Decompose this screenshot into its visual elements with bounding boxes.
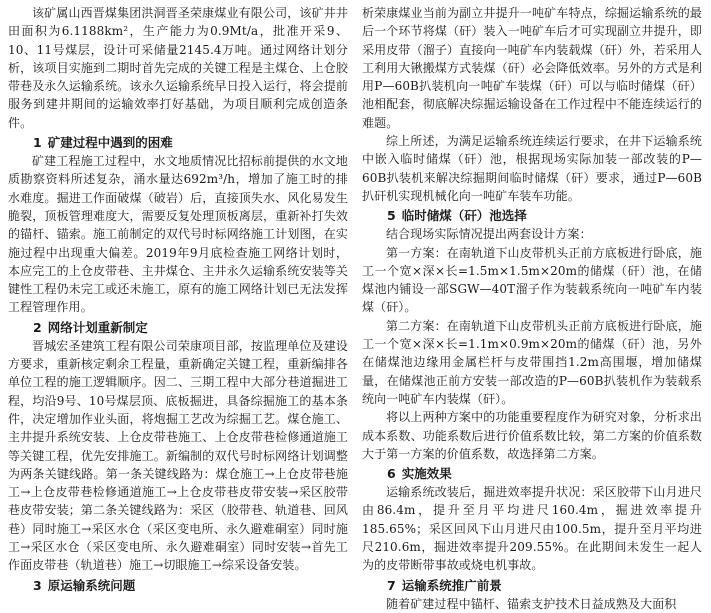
paragraph-plan-two: 第二方案：在南轨道下山皮带机头正前方底板进行卧底，施工一个宽×深×长=1.1m×0.9m×20m的储煤（矸）池，另外在储煤池边缘用金属栏杆与皮带围挡1.2m高围堰，增加储煤量，在储煤池正前方安装一部改造的P—60B扒装机作为装载系统向一吨矿车内装煤（矸）。 [362, 318, 702, 406]
section-title: 矿建过程中遇到的困难 [47, 135, 173, 151]
section-number: 1 [33, 135, 42, 151]
section-title: 运输系统推广前景 [401, 577, 502, 593]
paragraph-continued: 析荣康煤业当前为副立井提升一吨矿车特点，综掘运输系统的最后一个环节将煤（矸）装入一吨矿车后才可实现副立井提升，即采用皮带（溜子）直接向一吨矿车内装载煤（矸）外，若采用人工利用大锹搬煤方式装煤（矸）必会降低效率。另外的方式是利用P—60B扒装机向一吨矿车装煤（矸）可以与临时储煤（矸）池相配套，彻底解决综掘运输设备在工作过程中不能连续运行的难题。 [362, 6, 702, 130]
section-number: 3 [33, 577, 42, 593]
section-heading-7 [362, 576, 702, 595]
section-number: 7 [387, 577, 396, 593]
paragraph-difficulties: 矿建工程施工过程中，水文地质情况比招标前提供的水文地质勘察资料所述复杂，涌水量达692m³/h，增加了施工时的排水难度。掘进工作面破煤（破岩）后，直接顶失水、风化易发生脆裂，顶板管理难度大，需要反复处理顶板离层，重新补打失效的锚杆、锚索。施工前制定的双代号时标网络施工计划图，在实施过程中出现重大偏差。2019年9月底检查施工网络计划时，本应完工的上仓皮带巷、主井煤仓、主井永久运输系统安装等关键性工程仍未完工或还未施工，原有的施工网络计划已无法发挥工程管理作用。 [8, 154, 348, 315]
section-title: 临时储煤（矸）池选择 [401, 208, 527, 224]
paragraph-plan-one: 第一方案：在南轨道下山皮带机头正前方底板进行卧底，施工一个宽×深×长=1.5m×1.5m×20m的储煤（矸）池，在储煤池内铺设一部SGW—40T溜子作为装载系统向一吨矿车内装煤（矸）。 [362, 245, 702, 315]
section-heading-1 [8, 133, 348, 152]
section-title: 实施效果 [401, 466, 452, 482]
paragraph-summary: 综上所述，为满足运输系统连续运行要求，在井下运输系统中嵌入临时储煤（矸）池，根据现场实际加装一部改装的P—60B扒装机来解决综掘期间临时储煤（矸）要求，通过P—60B扒矸机实现机械化向一吨矿车装车功能。 [362, 134, 702, 203]
section-heading-5 [362, 206, 702, 225]
section-number: 2 [33, 319, 42, 335]
paragraph-results: 运输系统改装后，掘进效率提升状况：采区胶带下山月进尺由86.4m，提升至月平均进尺160.4m，掘进效率提升185.65%；采区回风下山月进尺由100.5m，提升至月平均进尺210.6m，掘进效率提升209.55%。在此期间未发生一起人为的皮带断带事故或烧电机事故。 [362, 485, 702, 573]
paragraph-network-plan: 晋城宏圣建筑工程有限公司荣康项目部，按监理单位及建设方要求，重新核定剩余工程量，重新确定关键工程，重新编排各单位工程的施工逻辑顺序。因二、三期工程中大部分巷道掘进工程，均沿9号、10号煤层顶、底板掘进，具备综掘施工的基本条件，决定增加作业头面，将炮掘工艺改为综掘工艺。煤仓施工、主井提升系统安装、上仓皮带巷施工、上仓皮带巷检修通道施工等关键工程，优先安排施工。新编制的双代号时标网络计划调整为两条关键线路。第一条关键线路为：煤仓施工→上仓皮带巷施工→上仓皮带巷检修通道施工→上仓皮带巷皮带安装→采区胶带巷皮带安装；第二条关键线路为：采区（胶带巷、轨道巷、回风巷）同时施工→采区水仓（采区变电所、永久避难硐室）同时施工→采区水仓（采区变电所、永久避难硐室）同时安装→首先工作面皮带巷（轨道巷）施工→切眼施工→综采设备安装。 [8, 338, 348, 573]
section-title: 网络计划重新制定 [47, 319, 148, 335]
section-number: 5 [387, 208, 396, 224]
intro-paragraph: 该矿属山西晋煤集团洪洞晋圣荣康煤业有限公司，该矿井井田面积为6.1188km²，生产能力为0.9Mt/a，批准开采9、10、11号煤层，设计可采储量2145.4万吨。通过网络计划分析，该项目实施到二期时首先完成的关键工程是主煤仓、上仓胶带巷及永久运输系统。该永久运输系统早日投入运行，将会提前服务到建井期间的运输效率打好基础，为项目顺利完成创造条件。 [8, 6, 348, 130]
left-column [8, 4, 348, 593]
section-number: 6 [387, 466, 396, 482]
paragraph-comparison: 将以上两种方案中的功能重要程度作为研究对象，分析求出成本系数、功能系数后进行价值系数比较，第二方案的价值系数大于第一方案的价值系数，故选择第二方案。 [362, 410, 702, 461]
section-heading-2 [8, 318, 348, 337]
section-heading-3 [8, 576, 348, 595]
right-column [362, 4, 702, 611]
paragraph-prospects: 随着矿建过程中锚杆、锚索支护技术日益成熟及大面积 [386, 596, 677, 611]
section-heading-6 [362, 464, 702, 483]
section-title: 原运输系统问题 [47, 577, 136, 593]
paragraph-proposals: 结合现场实际情况提出两套设计方案： [386, 227, 592, 242]
